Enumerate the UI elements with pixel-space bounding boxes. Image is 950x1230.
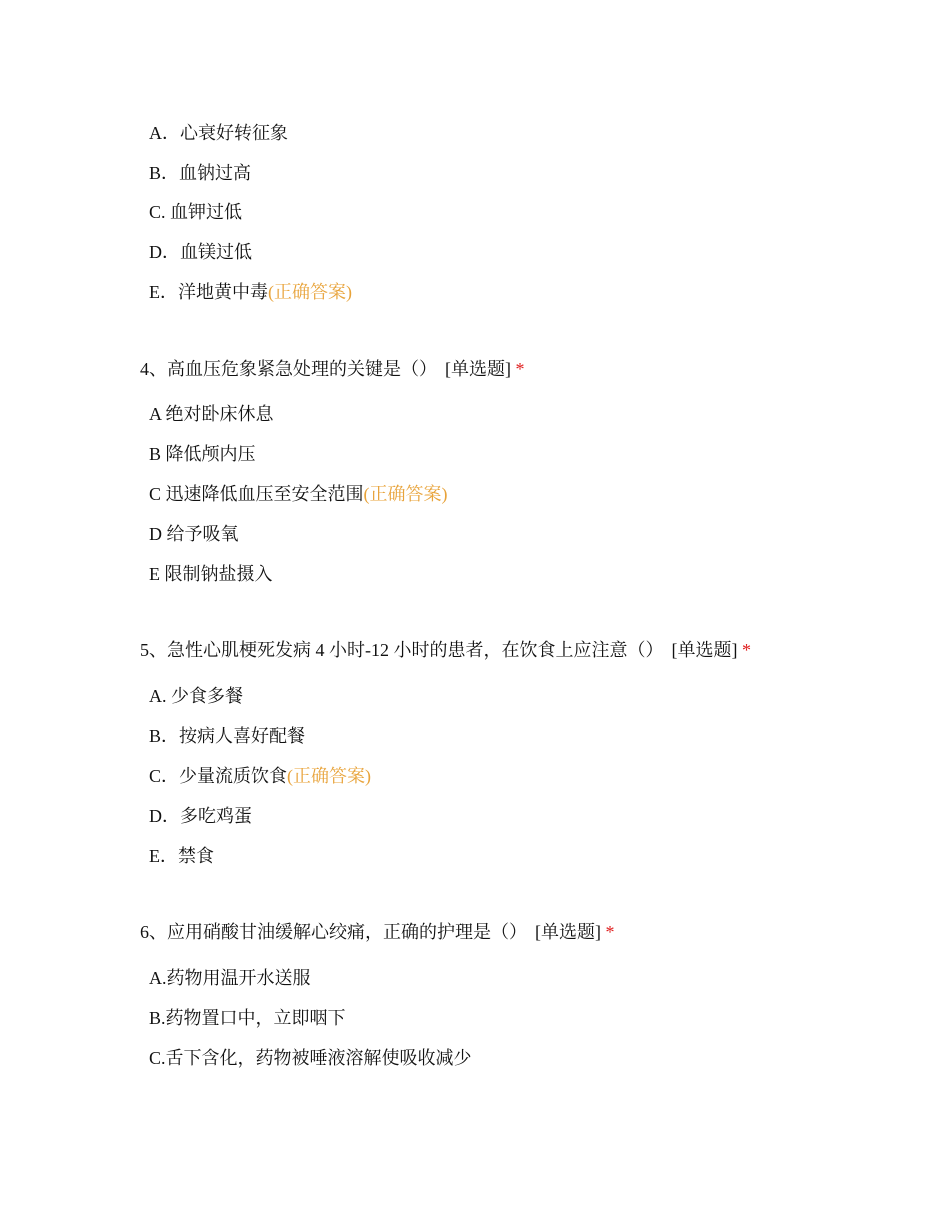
correct-answer-tag: (正确答案) <box>363 484 448 504</box>
q4-option-a <box>149 403 274 425</box>
q5-option-d <box>149 805 252 827</box>
required-mark: * <box>742 640 751 660</box>
required-mark: * <box>605 922 615 942</box>
option-text: B．血钠过高 <box>149 163 252 183</box>
option-text: A 绝对卧床休息 <box>149 404 274 424</box>
option-text: D．多吃鸡蛋 <box>149 806 252 826</box>
q5-option-b <box>149 725 305 747</box>
option-text: B.药物置口中，立即咽下 <box>149 1008 346 1028</box>
q5-option-a <box>149 685 243 707</box>
question-type: [单选题] <box>671 640 738 660</box>
q5-title <box>140 639 751 661</box>
required-mark: * <box>515 359 525 379</box>
q3-option-d <box>149 241 252 263</box>
question-type: [单选题] <box>445 359 511 379</box>
option-text: D 给予吸氧 <box>149 524 239 544</box>
q6-option-a <box>149 967 311 989</box>
q3-option-e <box>149 281 352 303</box>
question-text: 5、急性心肌梗死发病 4 小时-12 小时的患者，在饮食上应注意（） <box>140 640 664 660</box>
q4-title <box>140 358 525 380</box>
q6-option-c <box>149 1047 472 1069</box>
q3-option-b <box>149 162 251 184</box>
option-text: C.舌下含化，药物被唾液溶解使吸收减少 <box>149 1048 472 1068</box>
option-text: A．心衰好转征象 <box>149 123 288 143</box>
q5-option-c <box>149 765 371 787</box>
q4-option-b <box>149 443 256 465</box>
option-text: E．洋地黄中毒 <box>149 282 268 302</box>
correct-answer-tag: (正确答案) <box>287 766 372 786</box>
q6-title <box>140 921 615 943</box>
correct-answer-tag: (正确答案) <box>268 282 352 302</box>
q4-option-d <box>149 523 239 545</box>
option-text: E 限制钠盐摄入 <box>149 564 273 584</box>
q4-option-c <box>149 483 448 505</box>
option-text: C. 血钾过低 <box>149 202 243 222</box>
option-text: B 降低颅内压 <box>149 444 256 464</box>
q3-option-c <box>149 201 242 223</box>
option-text: A.药物用温开水送服 <box>149 968 311 988</box>
question-type: [单选题] <box>535 922 601 942</box>
question-text: 4、高血压危象紧急处理的关键是（） <box>140 359 437 379</box>
option-text: C 迅速降低血压至安全范围 <box>149 484 364 504</box>
q5-option-e <box>149 845 214 867</box>
question-text: 6、应用硝酸甘油缓解心绞痛，正确的护理是（） <box>140 922 527 942</box>
q3-option-a <box>149 122 288 144</box>
option-text: B．按病人喜好配餐 <box>149 726 306 746</box>
q6-option-b <box>149 1007 346 1029</box>
option-text: E．禁食 <box>149 846 214 866</box>
q4-option-e <box>149 563 273 585</box>
option-text: C．少量流质饮食 <box>149 766 288 786</box>
option-text: D．血镁过低 <box>149 242 252 262</box>
option-text: A. 少食多餐 <box>149 686 243 706</box>
